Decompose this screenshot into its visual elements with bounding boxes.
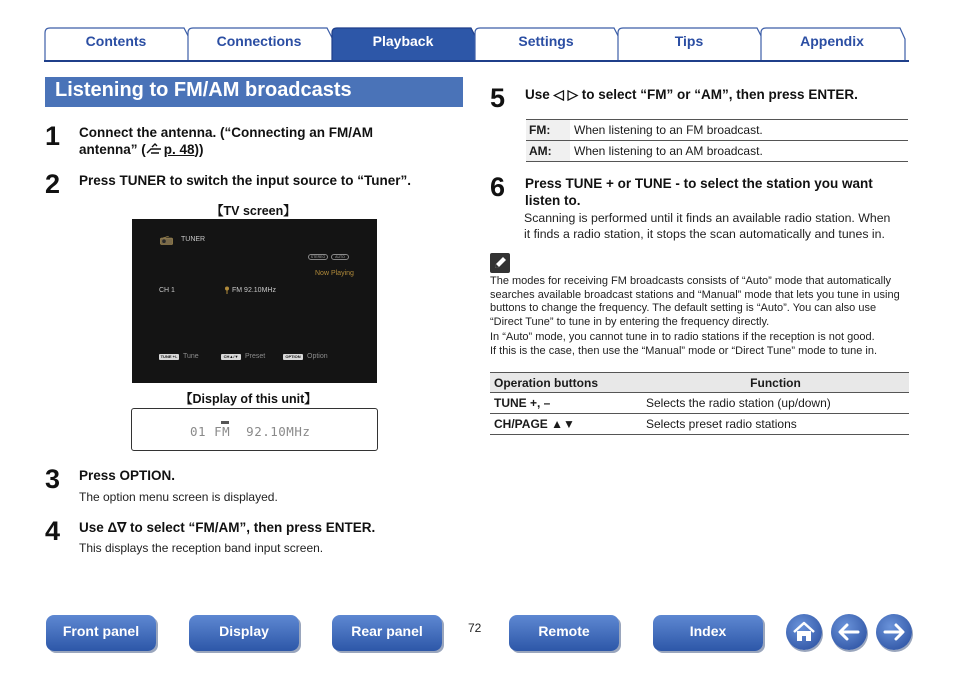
tab-tips-label: Tips bbox=[674, 33, 704, 49]
table-row bbox=[490, 393, 909, 414]
step-2-title: Press TUNER to switch the input source to “Tuner”. bbox=[79, 173, 412, 188]
step-6-number: 6 bbox=[490, 172, 506, 202]
tab-settings[interactable] bbox=[474, 27, 632, 61]
tab-underline bbox=[44, 60, 909, 62]
note-line: If this is the case, then use the “Manual” mode or “Direct Tune” mode to tune in. bbox=[490, 344, 878, 357]
step-1-title-line2: antenna” ( bbox=[79, 142, 146, 157]
column-header: Function bbox=[642, 373, 909, 393]
step-5-number: 5 bbox=[490, 83, 506, 113]
tv-tune-button-label: TUNE +/- bbox=[160, 354, 178, 359]
band-table bbox=[526, 119, 908, 162]
band-key: FM: bbox=[526, 120, 570, 141]
page-48-link[interactable]: p. 48 bbox=[163, 142, 195, 157]
tab-tips[interactable] bbox=[617, 27, 775, 61]
step-1-title bbox=[79, 124, 459, 158]
step-6-title-line2: listen to. bbox=[525, 193, 581, 208]
page-number: 72 bbox=[468, 621, 482, 635]
table-row bbox=[526, 120, 908, 141]
step-1-title-tail: )) bbox=[194, 142, 204, 157]
table-header-row bbox=[490, 373, 909, 393]
tab-appendix[interactable] bbox=[760, 27, 918, 61]
tv-source-label: TUNER bbox=[181, 236, 206, 243]
step-4-number: 4 bbox=[45, 516, 61, 546]
note-line: In “Auto” mode, you cannot tune in to radio stations if the reception is not good. bbox=[490, 331, 875, 343]
unit-display-readout: 01 FM 92.10MHz bbox=[190, 424, 311, 439]
rear-panel-button[interactable]: Rear panel bbox=[332, 615, 442, 651]
tv-option-button-label: OPTION bbox=[283, 354, 303, 360]
note-line: The modes for receiving FM broadcasts consists of “Auto” mode that automatically bbox=[490, 275, 892, 287]
back-button[interactable] bbox=[831, 614, 867, 650]
band-value: When listening to an AM broadcast. bbox=[570, 141, 908, 162]
tab-connections[interactable] bbox=[187, 27, 345, 61]
operation-button: TUNE +, – bbox=[490, 393, 642, 414]
step-6-body bbox=[524, 210, 914, 242]
tv-screen-illustration bbox=[132, 219, 377, 383]
note-line: searches available broadcast stations and “Manual” mode that lets you tune in using bbox=[490, 288, 900, 301]
note-paragraph-2 bbox=[490, 331, 910, 358]
tv-auto-badge: AUTO bbox=[331, 254, 349, 260]
unit-display-caption: 【Display of this unit】 bbox=[180, 392, 317, 406]
table-row bbox=[526, 141, 908, 162]
top-tab-bar bbox=[44, 27, 909, 63]
remote-button[interactable]: Remote bbox=[509, 615, 619, 651]
step-1-title-line1: Connect the antenna. (“Connecting an FM/AM bbox=[79, 125, 373, 140]
column-header: Operation buttons bbox=[490, 373, 642, 393]
arrow-right-icon bbox=[876, 614, 912, 650]
tab-contents[interactable] bbox=[44, 27, 202, 61]
operation-function: Selects preset radio stations bbox=[642, 414, 909, 435]
step-4-body: This displays the reception band input screen. bbox=[79, 541, 324, 555]
forward-button[interactable] bbox=[876, 614, 912, 650]
tab-playback[interactable] bbox=[331, 27, 489, 61]
step-3-number: 3 bbox=[45, 464, 61, 494]
tab-playback-label: Playback bbox=[372, 33, 434, 49]
tv-status-text: Now Playing bbox=[315, 270, 354, 277]
step-2-number: 2 bbox=[45, 169, 61, 199]
note-line: “Direct Tune” to tune in by entering the frequency directly. bbox=[490, 315, 770, 328]
note-paragraph-1 bbox=[490, 275, 910, 329]
antenna-icon bbox=[224, 286, 230, 294]
tab-appendix-label: Appendix bbox=[800, 33, 864, 49]
tv-option-text: Option bbox=[307, 353, 328, 360]
tv-preset-text: Preset bbox=[245, 353, 266, 360]
operation-buttons-table bbox=[490, 372, 909, 435]
note-pencil-icon bbox=[490, 253, 510, 273]
step-6-body-line2: it finds a radio station, it stops the scan automatically and tunes in. bbox=[524, 227, 885, 241]
band-value: When listening to an FM broadcast. bbox=[570, 120, 908, 141]
note-line: buttons to change the frequency. The default setting is “Auto”. You can also use bbox=[490, 302, 877, 314]
tv-channel: CH 1 bbox=[159, 287, 175, 294]
arrow-left-icon bbox=[831, 614, 867, 650]
step-3-body: The option menu screen is displayed. bbox=[79, 490, 278, 504]
index-button[interactable]: Index bbox=[653, 615, 763, 651]
tv-stereo-badge: STEREO bbox=[308, 254, 328, 260]
step-5-title: Use ◁ ▷ to select “FM” or “AM”, then press ENTER. bbox=[525, 87, 858, 102]
tv-tune-text: Tune bbox=[183, 353, 199, 360]
unit-display-illustration bbox=[131, 408, 378, 451]
home-icon bbox=[786, 614, 822, 650]
radio-icon bbox=[160, 236, 173, 245]
step-6-title bbox=[525, 175, 910, 209]
home-button[interactable] bbox=[786, 614, 822, 650]
section-title: Listening to FM/AM broadcasts bbox=[45, 77, 463, 107]
step-3-title: Press OPTION. bbox=[79, 468, 176, 483]
tab-settings-label: Settings bbox=[518, 33, 574, 49]
step-6-title-line1: Press TUNE + or TUNE - to select the station you want bbox=[525, 176, 873, 191]
tv-screen-caption: 【TV screen】 bbox=[211, 204, 296, 218]
tab-connections-label: Connections bbox=[216, 33, 302, 49]
step-4-title: Use Δ∇ to select “FM/AM”, then press ENTER. bbox=[79, 520, 376, 535]
pencil-icon bbox=[490, 253, 510, 273]
step-1-number: 1 bbox=[45, 121, 61, 151]
tv-ch-button-label: CH▲/▼ bbox=[221, 354, 241, 360]
table-row bbox=[490, 414, 909, 435]
display-button[interactable]: Display bbox=[189, 615, 299, 651]
front-panel-button[interactable]: Front panel bbox=[46, 615, 156, 651]
tab-contents-label: Contents bbox=[85, 33, 147, 49]
pointing-hand-icon bbox=[146, 143, 164, 156]
step-6-body-line1: Scanning is performed until it finds an available radio station. When bbox=[524, 211, 891, 225]
band-key: AM: bbox=[526, 141, 570, 162]
operation-button: CH/PAGE ▲▼ bbox=[490, 414, 642, 435]
operation-function: Selects the radio station (up/down) bbox=[642, 393, 909, 414]
tv-frequency: FM 92.10MHz bbox=[232, 287, 276, 294]
